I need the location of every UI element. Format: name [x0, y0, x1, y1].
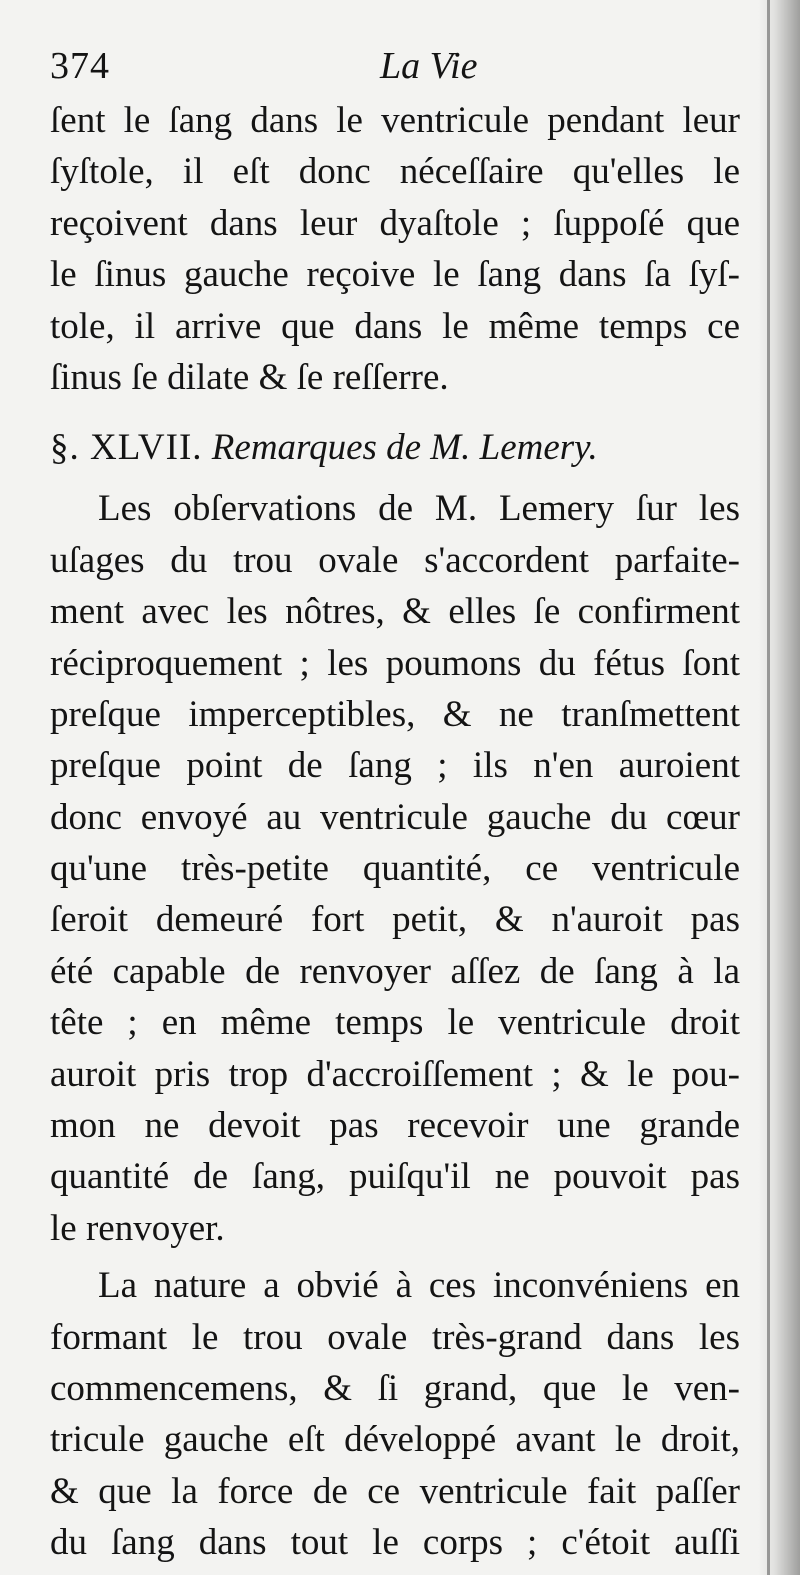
text-line: mon ne devoit pas recevoir une grande — [50, 1105, 740, 1147]
text-line: auroit pris trop d'accroiſſement ; & le pou- — [50, 1053, 740, 1095]
text-line: Les obſervations de M. Lemery ſur les — [98, 488, 740, 530]
text-line: uſages du trou ovale s'accordent parfaite- — [50, 539, 740, 581]
paragraph-continuation — [50, 95, 740, 403]
text-line: donc envoyé au ventricule gauche du cœur — [50, 796, 740, 838]
section-number: §. XLVII. — [50, 427, 203, 469]
running-title: La Vie — [380, 45, 478, 87]
text-line: tole, il arrive que dans le même temps ce — [50, 305, 740, 347]
text-line: & que la force de ce ventricule fait paſſer — [50, 1470, 740, 1512]
text-line: ſent le ſang dans le ventricule pendant leur — [50, 100, 740, 141]
text-line: ſyſtole, il eſt donc néceſſaire qu'elles le — [50, 151, 740, 193]
text-line: commencemens, & ſi grand, que le ven- — [50, 1367, 740, 1409]
page-number: 374 — [50, 45, 110, 87]
text-line: La nature a obvié à ces inconvéniens en — [98, 1265, 740, 1307]
text-line: reçoivent dans leur dyaſtole ; ſuppoſé que — [50, 202, 740, 244]
text-line: tricule gauche eſt développé avant le droit, — [50, 1419, 740, 1461]
text-line: ment avec les nôtres, & elles ſe confirment — [50, 591, 740, 633]
text-line: le ſinus gauche reçoive le ſang dans ſa ſyſ- — [50, 254, 740, 296]
text-line: ſinus ſe dilate & ſe reſſerre. — [50, 356, 449, 398]
page-text — [50, 95, 740, 1569]
section-heading — [50, 413, 740, 483]
page-edge — [767, 0, 770, 1575]
text-line: qu'une très-petite quantité, ce ventricule — [50, 848, 740, 890]
section-title: Remarques de M. Lemery. — [211, 427, 598, 469]
text-line: du ſang dans tout le corps ; c'étoit auſſi — [50, 1522, 740, 1564]
page-gutter-shadow — [758, 0, 800, 1575]
text-line: tête ; en même temps le ventricule droit — [50, 1002, 740, 1044]
paragraph — [50, 1260, 740, 1568]
text-line: formant le trou ovale très-grand dans les — [50, 1316, 740, 1358]
text-line: quantité de ſang, puiſqu'il ne pouvoit pas — [50, 1156, 740, 1198]
paragraph — [50, 483, 740, 1254]
text-line: le renvoyer. — [50, 1207, 225, 1249]
text-line: preſque point de ſang ; ils n'en auroient — [50, 745, 740, 787]
text-line: preſque imperceptibles, & ne tranſmettent — [50, 693, 740, 735]
text-line: ſeroit demeuré fort petit, & n'auroit pas — [50, 899, 740, 941]
text-line: réciproquement ; les poumons du fétus ſont — [50, 642, 740, 684]
text-line: été capable de renvoyer aſſez de ſang à la — [50, 950, 740, 992]
